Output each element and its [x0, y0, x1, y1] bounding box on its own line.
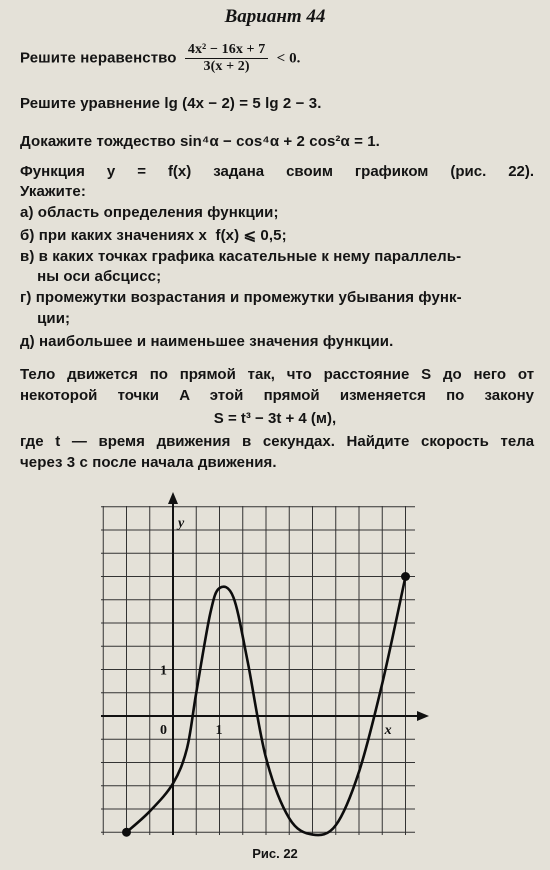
- endpoint-marker: [122, 828, 131, 837]
- task-5-line-3-word: движения: [156, 433, 231, 450]
- y-axis-arrow: [168, 492, 178, 504]
- task-4-item: ны оси абсцисс;: [20, 268, 162, 285]
- task-5-line-3-word: Найдите: [346, 433, 410, 450]
- task-5-line-2-word: этой: [209, 387, 244, 404]
- fraction-numerator: 4x² − 16x + 7: [185, 42, 268, 59]
- task-4-intro-word: Функция: [20, 163, 85, 180]
- task-4-intro-word: (рис.: [450, 163, 487, 180]
- task-4-intro-word: графиком: [354, 163, 429, 180]
- task-5-line-2-word: по: [446, 387, 465, 404]
- motion-formula: S = t³ − 3t + 4 (м),: [213, 410, 337, 427]
- task-5-line-3-word: секундах.: [262, 433, 335, 450]
- task-5-line-1-word: от: [517, 366, 535, 383]
- figure-caption: Рис. 22: [252, 846, 298, 861]
- task-5-line-1-word: по: [149, 366, 168, 383]
- task-5-line-3-word: время: [98, 433, 145, 450]
- x-tick-label: 1: [215, 723, 223, 738]
- task-5-line-1-word: до: [442, 366, 462, 383]
- task-4-intro-line-2: Укажите:: [20, 183, 86, 200]
- task-5-line-1-word: движется: [67, 366, 138, 383]
- task-4-item: в) в каких точках графика касательные к нему параллель-: [20, 248, 462, 265]
- task-5-line-3-word: в: [242, 433, 252, 450]
- task-4-item: а) область определения функции;: [20, 204, 279, 221]
- task-4-intro-word: y: [106, 163, 116, 180]
- task-5-line-1-word: Тело: [20, 366, 56, 383]
- task-5-line-1-word: него: [473, 366, 507, 383]
- endpoint-marker: [401, 572, 410, 581]
- task-1-suffix: < 0.: [276, 50, 301, 67]
- fraction-denominator: 3(x + 2): [203, 59, 250, 74]
- page-title: Вариант 44: [224, 6, 326, 27]
- task-5-line-2-word: точки: [117, 387, 159, 404]
- task-3: Докажите тождество sin⁴α − cos⁴α + 2 cos²α = 1.: [20, 133, 380, 150]
- x-axis-label: x: [384, 723, 392, 738]
- task-5-line-1-word: прямой: [179, 366, 236, 383]
- task-5-line-1-word: расстояние: [323, 366, 410, 383]
- task-5-line-3-word: где: [20, 433, 44, 450]
- task-5-line-2-word: изменяется: [339, 387, 426, 404]
- task-4-item: г) промежутки возрастания и промежутки убывания функ-: [20, 289, 462, 306]
- task-5-line-2-word: A: [179, 387, 190, 404]
- task-5-line-4: через 3 с после начала движения.: [20, 454, 277, 471]
- task-2: Решите уравнение lg (4x − 2) = 5 lg 2 − 3.: [20, 95, 322, 112]
- task-4-item: ции;: [20, 310, 71, 327]
- task-5-line-1-word: S: [421, 366, 432, 383]
- y-tick-label: 1: [160, 663, 167, 679]
- task-4-intro-word: =: [137, 163, 146, 180]
- task-5-line-3-word: скорость: [421, 433, 489, 450]
- task-5-line-3-word: t: [55, 433, 61, 450]
- task-4-intro-word: своим: [286, 163, 333, 180]
- task-4-intro-word: задана: [213, 163, 265, 180]
- origin-label: 0: [160, 723, 167, 738]
- x-axis-arrow: [417, 711, 429, 721]
- task-4-intro-word: f(x): [167, 163, 192, 180]
- task-5-line-2-word: прямой: [263, 387, 320, 404]
- task-1-prefix: Решите неравенство: [20, 49, 177, 67]
- task-4-intro-word: 22).: [508, 163, 535, 180]
- task-5-line-1-word: так,: [247, 366, 275, 383]
- y-axis-label: y: [178, 516, 185, 531]
- task-5-line-3-word: —: [71, 433, 87, 450]
- task-5-line-2-word: некоторой: [20, 387, 98, 404]
- task-5-line-2-word: закону: [484, 387, 535, 404]
- task-4-item: б) при каких значениях x f(x) ⩽ 0,5;: [20, 227, 287, 244]
- task-4-item: д) наибольшее и наименьшее значения функции.: [20, 333, 394, 350]
- task-5-line-3-word: тела: [500, 433, 535, 450]
- task-5-line-1-word: что: [286, 366, 312, 383]
